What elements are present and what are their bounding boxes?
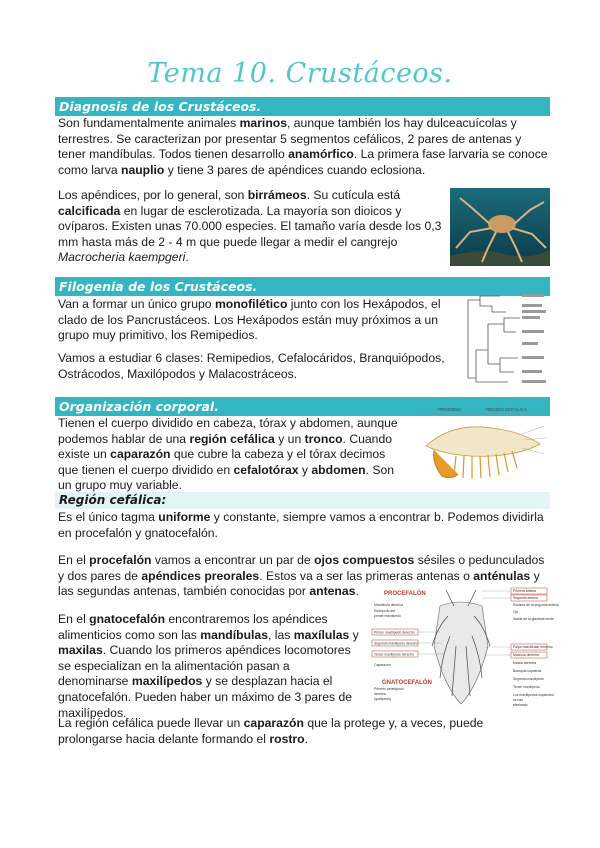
gnatocefalon-label: GNATOCEFALÓN <box>382 680 432 686</box>
text-run: ojos compuestos <box>314 553 415 567</box>
text-run: que la protege y, a veces, puede prolongarse hacia delante formando el <box>58 716 484 746</box>
diagram-right-label: Maxílula derecha <box>513 653 539 657</box>
text-run: . Cuando los primeros apéndices locomotores se especializan en la alimentación pasan a denominarse <box>58 643 351 689</box>
text-run: caparazón <box>110 447 171 462</box>
text-run: En el <box>58 553 90 567</box>
text-run: y constante, siempre vamos a encontrar b. Podemos dividirla en procefalón y gnatocefalón. <box>58 510 544 540</box>
text-run: que cubre la cabeza y el tórax decimos que tienen el cuerpo dividido en <box>58 447 386 477</box>
text-run: vamos a encontrar un par de <box>151 553 315 567</box>
section-heading-organizacion: Organización corporal. <box>55 397 550 416</box>
text-run: , aunque también los hay dulceacuícolas y terrestres. Se caracterizan por presentar 5 segmentos cefálicos, 2 pares de antenas y tener mandíbulas. Todos tienen desarrollo <box>58 116 522 162</box>
text-run: antenas <box>309 584 356 599</box>
diagram-left-label: Caparazón <box>374 663 391 667</box>
text-run: nauplio <box>121 162 165 177</box>
cefalica-paragraph-4 <box>58 716 550 747</box>
diagram-right-label: Los maxilípedos izquierdos <box>513 693 554 697</box>
filogenia-paragraph-1 <box>58 297 450 344</box>
cephalic-diagram-svg <box>370 586 559 712</box>
text-run: marinos <box>239 116 287 130</box>
text-run: gnatocefalón <box>89 612 166 626</box>
diagram-left-label: derecho <box>374 692 387 696</box>
cephalic-region-diagram <box>370 586 559 712</box>
text-run: en lugar de esclerotizada. La mayoría son dioicos y ovíparos. Existen unas 70.000 especies. El tamaño varía desde los 0,3 mm hasta más de 2 - 4 m que puede llegar a medir el cangrejo <box>58 203 442 249</box>
text-run: . Su cutícula está <box>306 188 401 202</box>
text-run: mandíbulas <box>200 627 268 642</box>
diagram-left-label: Endópodo del <box>374 609 395 613</box>
diagram-right-label: Escama de la segunda antena <box>513 603 559 607</box>
body-organization-diagram <box>412 404 550 488</box>
diagram-right-label: se han <box>513 698 524 702</box>
diagram-right-label: Tercer maxilípedo <box>513 685 540 689</box>
body-organization-figure <box>412 404 550 488</box>
diagram-right-label: Primera antena <box>513 589 537 593</box>
text-run: encontraremos los apéndices alimenticios como son las <box>58 612 328 642</box>
text-run: anténulas <box>473 568 531 583</box>
diagram-right-label: Branquia izquierda <box>513 669 542 673</box>
filogenia-paragraph-2 <box>58 351 450 382</box>
text-run: maxilípedos <box>131 674 203 689</box>
text-run: y tiene 3 pares de apéndices cuando eclosiona. <box>164 162 426 177</box>
text-run: La región cefálica puede llevar un <box>58 716 244 730</box>
text-run: y las segundas antenas, también conocidas por <box>58 568 540 599</box>
text-run: Son fundamentalmente animales <box>58 116 240 130</box>
text-run: junto con los Hexápodos, el clado de los Pancrustáceos. Los Hexápodos están muy próximos a un grupo muy primitivo, los Remipedios. <box>58 297 441 343</box>
cefalica-paragraph-3 <box>58 612 363 721</box>
phylogeny-tree <box>460 290 550 386</box>
text-run: procefalón <box>89 553 152 567</box>
text-run: . La primera fase larvaria se conoce como larva <box>58 147 548 177</box>
text-run: Van a formar un único grupo <box>58 297 215 311</box>
diagram-right-label: Maxila derecha <box>513 661 536 665</box>
diagram-left-label: Tercer maxilípedo derecho <box>374 652 414 657</box>
text-run: Es el único tagma <box>58 510 159 524</box>
diagram-right-label: Palpo mandibular derecho <box>513 645 553 649</box>
diagram-right-label: Segundo maxilípedo <box>513 677 544 681</box>
text-run: abdomen <box>311 462 366 477</box>
section-heading-diagnosis: Diagnosis de los Crustáceos. <box>55 97 550 116</box>
diagram-right-label: Salida de la glándula verde <box>513 617 554 621</box>
text-run: . <box>304 731 308 746</box>
text-run: y <box>349 627 359 642</box>
text-run: y <box>298 462 312 477</box>
prosoma-label: PROSOMA <box>438 407 462 412</box>
text-run: maxílulas <box>293 627 350 642</box>
text-run: calcificada <box>58 203 121 218</box>
region-cefalica-label: REGIÓN CEFÁLICA <box>486 407 528 412</box>
text-run: . <box>355 584 359 599</box>
procefalon-label: PROCEFALÓN <box>384 591 426 597</box>
text-run: . Estos va a ser las primeras antenas o <box>259 568 474 583</box>
crab-photo <box>450 188 550 266</box>
text-run: En el <box>58 612 90 626</box>
text-run: cefalotórax <box>233 462 299 477</box>
text-run: . <box>185 250 189 265</box>
text-run: y se desplazan hacia el gnatocefalón. Pueden haber un máximo de 3 pares de maxilípedos. <box>58 674 353 720</box>
diagram-left-label: Mandíbula derecha <box>374 603 404 607</box>
text-run: Tienen el cuerpo dividido en cabeza, tórax y abdomen, aunque podemos hablar de una <box>58 416 398 446</box>
text-run: Macrocheria kaempgeri <box>58 250 186 265</box>
diagram-left-label: Primero pereiópodo <box>374 687 404 691</box>
text-run: monofilético <box>214 297 288 311</box>
organizacion-paragraph-1 <box>58 416 408 494</box>
diagram-left-label: Segundo maxilípedo derecho <box>374 641 419 646</box>
text-run: Los apéndices, por lo general, son <box>58 188 248 202</box>
diagram-left-label: (quelípedo) <box>374 697 392 701</box>
diagram-right-label: eliminado <box>513 703 528 707</box>
text-run: , las <box>267 627 294 642</box>
page-title: Tema 10. Crustáceos. <box>147 58 453 89</box>
text-run: birrámeos <box>247 188 307 202</box>
diagram-right-label: Ojo <box>513 610 519 614</box>
section-heading-filogenia: Filogenia de los Crustáceos. <box>55 277 550 296</box>
text-run: región cefálica <box>189 431 275 446</box>
text-run: rostro <box>269 731 305 746</box>
text-run: caparazón <box>243 716 304 730</box>
diagram-left-label: Primer maxilípedo derecho <box>374 630 415 635</box>
subsection-heading-cefalica: Región cefálica: <box>55 492 550 509</box>
text-run: Vamos a estudiar 6 clases: Remipedios, Cefalocáridos, Branquiópodos, Ostrácodos, Maxilópodos y Malacostráceos. <box>58 351 445 381</box>
text-run: y un <box>274 431 305 446</box>
diagram-right-label: Segunda antena <box>513 596 538 600</box>
diagnosis-paragraph-2 <box>58 188 443 266</box>
cefalica-paragraph-1 <box>58 510 550 541</box>
diagnosis-paragraph-1 <box>58 116 550 178</box>
text-run: . Cuando existe un <box>58 431 393 462</box>
phylogeny-tree-figure <box>460 290 550 386</box>
text-run: uniforme <box>158 510 211 524</box>
diagram-left-label: primer maxilípedo <box>374 614 401 618</box>
text-run: apéndices preorales <box>141 568 260 583</box>
text-run: maxilas <box>58 643 103 658</box>
text-run: sésiles o pedunculados y dos pares de <box>58 553 545 583</box>
text-run: . Son un grupo muy variable. <box>58 462 395 493</box>
text-run: tronco <box>304 431 343 446</box>
text-run: anamórfico <box>288 147 354 162</box>
crab-photo-image <box>450 188 550 266</box>
